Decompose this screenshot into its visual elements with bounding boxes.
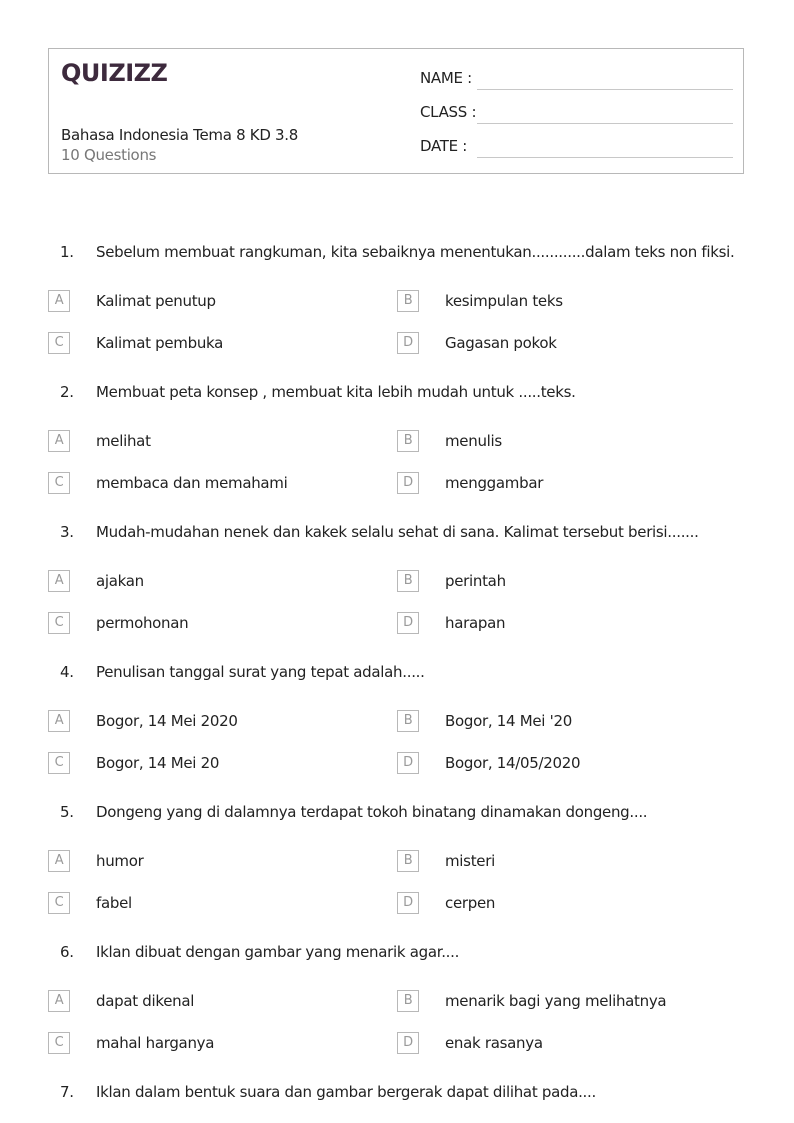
option-letter-box[interactable]: B bbox=[397, 710, 419, 732]
option-letter-box[interactable]: D bbox=[397, 892, 419, 914]
option-text: cerpen bbox=[445, 894, 496, 912]
option-text: menggambar bbox=[445, 474, 544, 492]
question-number: 7. bbox=[60, 1083, 74, 1101]
option-letter-box[interactable]: B bbox=[397, 290, 419, 312]
option-letter-box[interactable]: B bbox=[397, 430, 419, 452]
option-letter-box[interactable]: C bbox=[48, 332, 70, 354]
option-text: Gagasan pokok bbox=[445, 334, 557, 352]
option-text: enak rasanya bbox=[445, 1034, 543, 1052]
option-letter-box[interactable]: C bbox=[48, 752, 70, 774]
question-number: 2. bbox=[60, 383, 74, 401]
question-number: 4. bbox=[60, 663, 74, 681]
question-text: Penulisan tanggal surat yang tepat adalah..... bbox=[96, 663, 425, 681]
option-text: melihat bbox=[96, 432, 151, 450]
option-letter-box[interactable]: B bbox=[397, 990, 419, 1012]
option-text: Bogor, 14 Mei 2020 bbox=[96, 712, 238, 730]
option-text: menarik bagi yang melihatnya bbox=[445, 992, 667, 1010]
option-letter-box[interactable]: C bbox=[48, 892, 70, 914]
option-letter-box[interactable]: B bbox=[397, 850, 419, 872]
date-line bbox=[477, 157, 733, 158]
option-text: misteri bbox=[445, 852, 495, 870]
question-text: Mudah-mudahan nenek dan kakek selalu sehat di sana. Kalimat tersebut berisi....... bbox=[96, 523, 699, 541]
option-text: kesimpulan teks bbox=[445, 292, 563, 310]
option-letter-box[interactable]: C bbox=[48, 1032, 70, 1054]
question-text: Dongeng yang di dalamnya terdapat tokoh binatang dinamakan dongeng.... bbox=[96, 803, 648, 821]
question-text: Sebelum membuat rangkuman, kita sebaiknya menentukan............dalam teks non fiksi. bbox=[96, 243, 735, 261]
question-text: Iklan dalam bentuk suara dan gambar bergerak dapat dilihat pada.... bbox=[96, 1083, 596, 1101]
option-letter-box[interactable]: A bbox=[48, 990, 70, 1012]
class-label: CLASS : bbox=[420, 103, 477, 121]
quiz-title: Bahasa Indonesia Tema 8 KD 3.8 bbox=[61, 126, 298, 144]
option-text: mahal harganya bbox=[96, 1034, 215, 1052]
option-text: Kalimat pembuka bbox=[96, 334, 224, 352]
question-number: 5. bbox=[60, 803, 74, 821]
option-text: perintah bbox=[445, 572, 506, 590]
option-text: humor bbox=[96, 852, 144, 870]
option-text: permohonan bbox=[96, 614, 189, 632]
question-number: 3. bbox=[60, 523, 74, 541]
option-text: membaca dan memahami bbox=[96, 474, 288, 492]
option-text: menulis bbox=[445, 432, 502, 450]
option-text: dapat dikenal bbox=[96, 992, 195, 1010]
date-label: DATE : bbox=[420, 137, 468, 155]
option-letter-box[interactable]: A bbox=[48, 570, 70, 592]
question-text: Iklan dibuat dengan gambar yang menarik agar.... bbox=[96, 943, 460, 961]
name-line bbox=[477, 89, 733, 90]
option-letter-box[interactable]: D bbox=[397, 612, 419, 634]
question-number: 6. bbox=[60, 943, 74, 961]
option-letter-box[interactable]: B bbox=[397, 570, 419, 592]
quizizz-logo: QUIZIZZ bbox=[61, 59, 168, 87]
worksheet-header bbox=[48, 48, 744, 174]
option-letter-box[interactable]: A bbox=[48, 850, 70, 872]
option-text: Bogor, 14 Mei '20 bbox=[445, 712, 572, 730]
option-letter-box[interactable]: A bbox=[48, 430, 70, 452]
option-text: harapan bbox=[445, 614, 506, 632]
class-line bbox=[477, 123, 733, 124]
question-count: 10 Questions bbox=[61, 146, 157, 164]
question-number: 1. bbox=[60, 243, 74, 261]
question-text: Membuat peta konsep , membuat kita lebih mudah untuk .....teks. bbox=[96, 383, 576, 401]
option-letter-box[interactable]: A bbox=[48, 710, 70, 732]
option-letter-box[interactable]: D bbox=[397, 752, 419, 774]
name-label: NAME : bbox=[420, 69, 472, 87]
option-text: fabel bbox=[96, 894, 132, 912]
option-letter-box[interactable]: A bbox=[48, 290, 70, 312]
option-text: ajakan bbox=[96, 572, 144, 590]
option-text: Bogor, 14 Mei 20 bbox=[96, 754, 220, 772]
option-letter-box[interactable]: D bbox=[397, 332, 419, 354]
option-letter-box[interactable]: D bbox=[397, 1032, 419, 1054]
option-letter-box[interactable]: C bbox=[48, 612, 70, 634]
option-letter-box[interactable]: D bbox=[397, 472, 419, 494]
option-letter-box[interactable]: C bbox=[48, 472, 70, 494]
option-text: Kalimat penutup bbox=[96, 292, 216, 310]
option-text: Bogor, 14/05/2020 bbox=[445, 754, 581, 772]
